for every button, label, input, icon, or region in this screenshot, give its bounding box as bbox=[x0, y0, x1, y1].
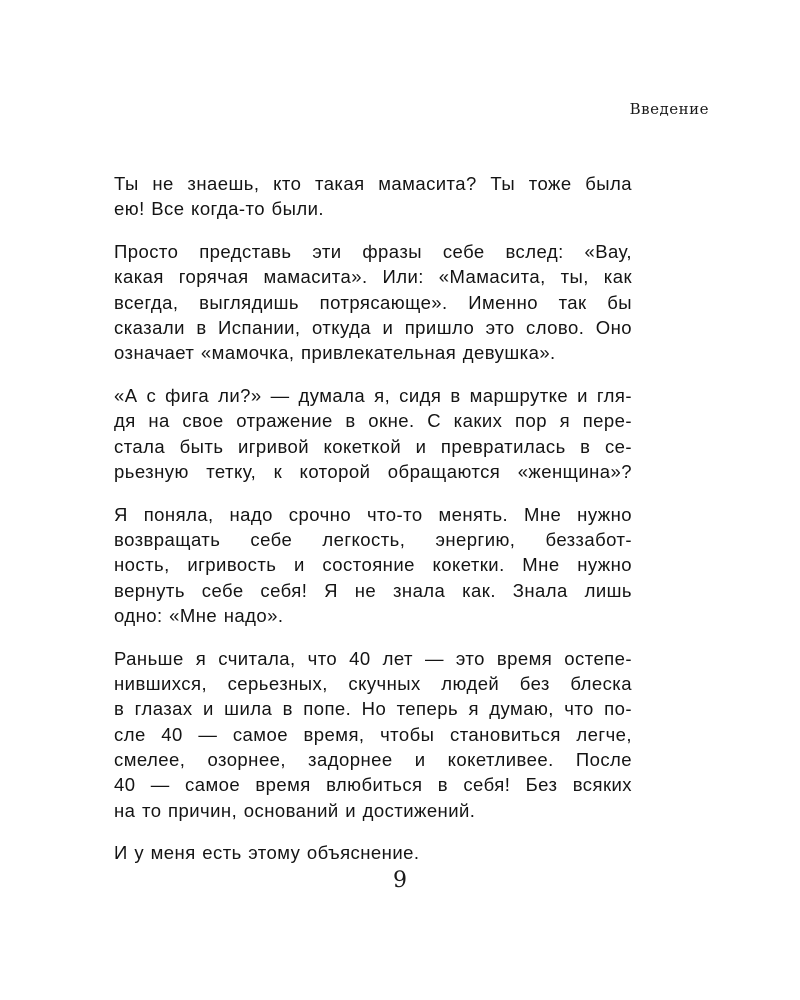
text-line: ею! Все когда-то были. bbox=[114, 198, 324, 220]
text-line: какая горячая мамасита». Или: «Мамасита, ты, как bbox=[114, 266, 632, 288]
text-line: нившихся, серьезных, скучных людей без блеска bbox=[114, 673, 632, 695]
text-line: сказали в Испании, откуда и пришло это слово. Оно bbox=[114, 316, 632, 338]
text-line: ность, игривость и состояние кокетки. Мне нужно bbox=[114, 554, 632, 576]
text-line: сле 40 — самое время, чтобы становиться легче, bbox=[114, 723, 632, 745]
text-line: всегда, выглядишь потрясающе». Именно так бы bbox=[114, 291, 632, 313]
text-line: в глазах и шила в попе. Но теперь я думаю, что по- bbox=[114, 698, 632, 720]
paragraph-3 bbox=[114, 383, 632, 484]
body-text bbox=[114, 171, 632, 883]
text-line: означает «мамочка, привлекательная девушка». bbox=[114, 342, 556, 364]
text-line: Раньше я считала, что 40 лет — это время остепе- bbox=[114, 647, 632, 669]
paragraph-2 bbox=[114, 239, 632, 365]
text-line: на то причин, оснований и достижений. bbox=[114, 799, 476, 821]
text-line: Просто представь эти фразы себе вслед: «Вау, bbox=[114, 241, 632, 263]
text-line: одно: «Мне надо». bbox=[114, 604, 284, 626]
text-line: Ты не знаешь, кто такая мамасита? Ты тоже была bbox=[114, 173, 632, 194]
paragraph-6 bbox=[114, 840, 632, 865]
text-line: Я поняла, надо срочно что-то менять. Мне нужно bbox=[114, 503, 632, 525]
text-line: 40 — самое время влюбиться в себя! Без всяких bbox=[114, 774, 632, 796]
text-line: И у меня есть этому объяснение. bbox=[114, 842, 420, 864]
paragraph-4 bbox=[114, 502, 632, 628]
paragraph-5 bbox=[114, 646, 632, 823]
text-line: дя на свое отражение в окне. С каких пор я пере- bbox=[114, 410, 632, 432]
text-line: возвращать себе легкость, энергию, беззабот- bbox=[114, 529, 632, 551]
text-line: «А с фига ли?» — думала я, сидя в маршрутке и гля- bbox=[114, 385, 632, 407]
text-line: вернуть себе себя! Я не знала как. Знала лишь bbox=[114, 579, 632, 601]
running-header: Введение bbox=[629, 100, 709, 118]
text-line: смелее, озорнее, задорнее и кокетливее. После bbox=[114, 748, 632, 770]
paragraph-1 bbox=[114, 171, 632, 222]
page-number: 9 bbox=[393, 868, 407, 893]
text-line: стала быть игривой кокеткой и превратилась в се- bbox=[114, 435, 632, 457]
text-line: рьезную тетку, к которой обращаются «женщина»? bbox=[114, 460, 632, 482]
